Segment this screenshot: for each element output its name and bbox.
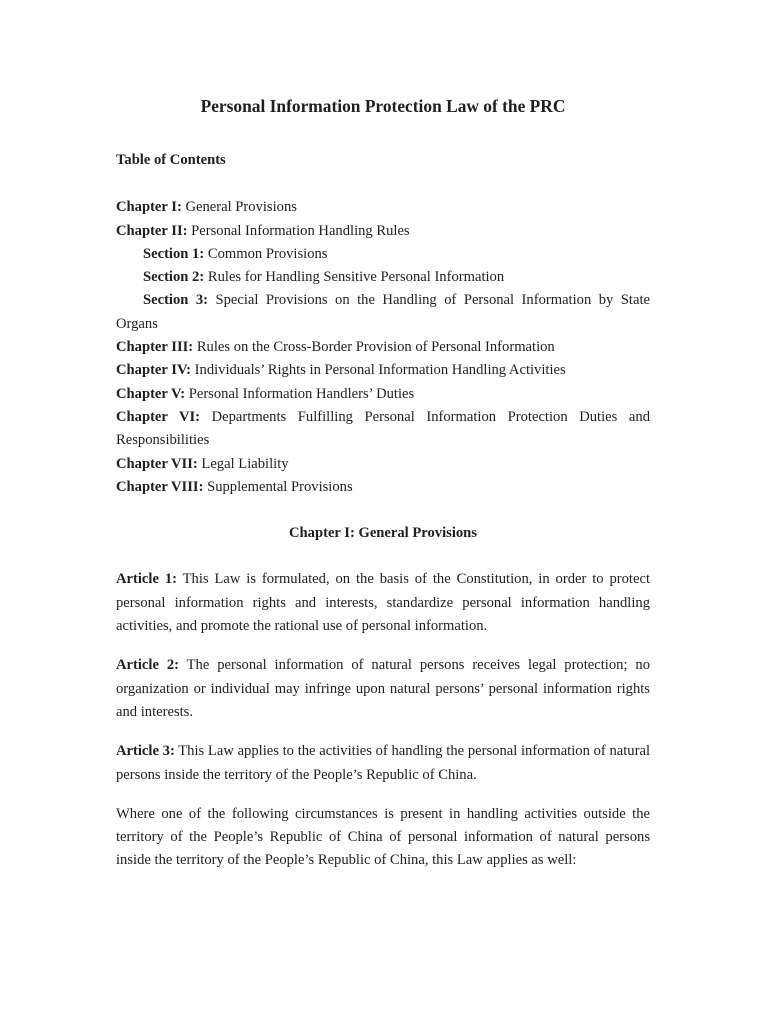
document-title: Personal Information Protection Law of the PRC (200, 96, 566, 116)
toc-entry-label: Section 1: (143, 245, 205, 262)
toc-entry-text: Personal Information Handlers’ Duties (185, 385, 415, 402)
table-of-contents (116, 196, 650, 499)
article-3 (116, 740, 650, 787)
toc-entry-chapter-3 (116, 336, 650, 359)
article-text: The personal information of natural persons receives legal protection; no organization or individual may infringe upon natural persons’ personal information rights and interests. (116, 657, 650, 720)
toc-entry-section-2 (116, 266, 650, 289)
article-text: This Law is formulated, on the basis of the Constitution, in order to protect personal information rights and interests, standardize personal information handling activities, and promote the rational use of personal information. (116, 571, 650, 635)
article-label: Article 1: (116, 571, 177, 588)
toc-entry-label: Chapter III: (116, 339, 194, 356)
article-3-paragraph: Where one of the following circumstances is present in handling activities outside the territory of the People’s Republic of China of personal information of natural persons inside the territory of the People’s Republic of China, this Law applies as well: (116, 805, 650, 869)
toc-entry-text: Individuals’ Rights in Personal Information Handling Activities (191, 362, 566, 379)
article-text: This Law applies to the activities of handling the personal information of natural persons inside the territory of the People’s Republic of China. (116, 743, 650, 783)
toc-entry-label: Section 2: (143, 269, 205, 286)
toc-heading: Table of Contents (116, 152, 226, 168)
article-label: Article 2: (116, 657, 179, 674)
toc-entry-text: Legal Liability (197, 455, 289, 472)
article-1 (116, 568, 650, 638)
toc-entry-chapter-7 (116, 453, 650, 476)
toc-entry-text: General Provisions (181, 199, 297, 216)
toc-entry-label: Chapter V: (116, 385, 186, 402)
toc-entry-text: Common Provisions (204, 245, 328, 262)
toc-entry-section-3 (116, 289, 650, 336)
toc-entry-text: Departments Fulfilling Personal Information Protection Duties and Responsibilities (116, 408, 650, 449)
chapter-heading: Chapter I: General Provisions (289, 525, 477, 542)
toc-entry-text: Personal Information Handling Rules (187, 222, 410, 239)
toc-entry-chapter-5 (116, 383, 650, 406)
toc-entry-label: Chapter VII: (116, 455, 198, 472)
toc-entry-label: Chapter VIII: (116, 478, 204, 495)
toc-entry-label: Chapter VI: (116, 408, 201, 425)
toc-entry-label: Section 3: (143, 292, 209, 309)
toc-entry-section-1 (116, 243, 650, 266)
toc-entry-chapter-8 (116, 476, 650, 499)
toc-entry-chapter-6 (116, 406, 650, 453)
toc-entry-text: Rules for Handling Sensitive Personal Information (204, 269, 505, 286)
toc-entry-chapter-4 (116, 359, 650, 382)
article-2 (116, 654, 650, 724)
article-label: Article 3: (116, 743, 175, 760)
toc-entry-label: Chapter I: (116, 199, 182, 216)
document-page (116, 94, 650, 889)
toc-entry-label: Chapter II: (116, 222, 188, 239)
toc-entry-text: Rules on the Cross-Border Provision of Personal Information (193, 339, 555, 356)
toc-entry-text: Supplemental Provisions (203, 478, 353, 495)
toc-entry-label: Chapter IV: (116, 362, 192, 379)
toc-entry-chapter-2 (116, 220, 650, 243)
toc-entry-chapter-1 (116, 196, 650, 219)
toc-entry-text: Special Provisions on the Handling of Personal Information by State Organs (116, 292, 650, 332)
